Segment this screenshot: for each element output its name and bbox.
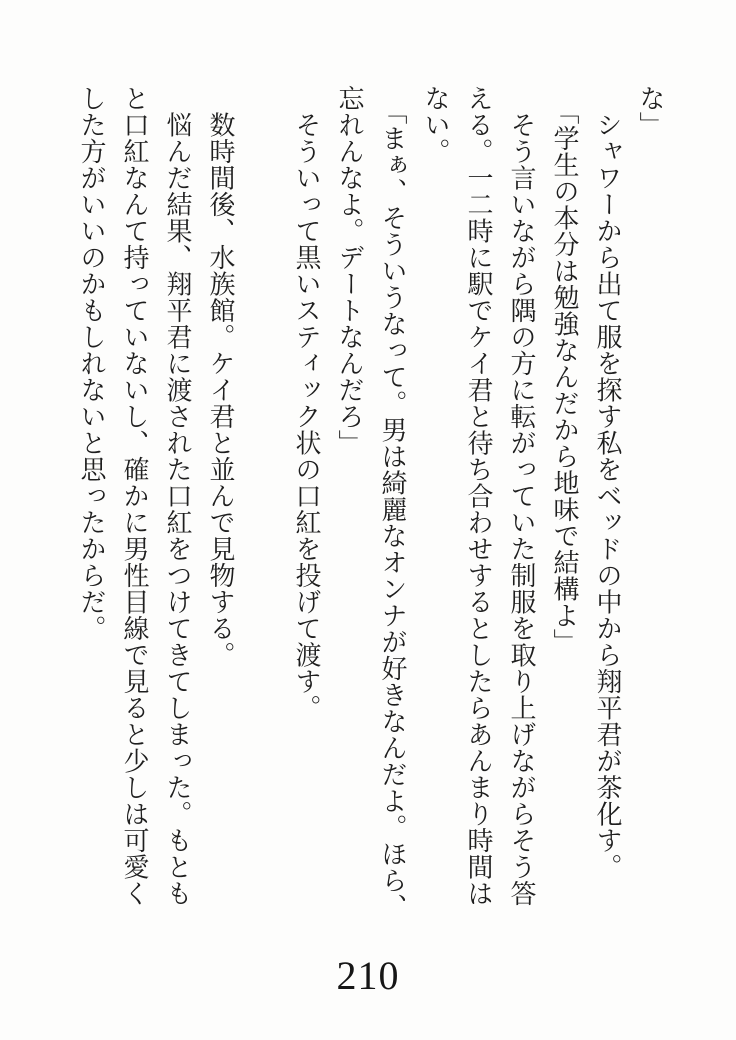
page-number: 210	[336, 953, 400, 998]
text-line: した方がいいのかもしれないと思ったからだ。	[77, 85, 106, 642]
text-line: 忘れんなよ。デートなんだろ」	[335, 85, 364, 456]
text-line: な」	[636, 85, 665, 138]
page-text	[70, 85, 672, 927]
text-line: 「まぁ、そういうなって。男は綺麗なオンナが好きなんだよ。ほら、	[378, 85, 407, 920]
text-line: 悩んだ結果、翔平君に渡された口紅をつけてきてしまった。もとも	[163, 85, 192, 907]
text-line: と口紅なんて持っていないし、確かに男性目線で見ると少しは可愛く	[120, 85, 149, 907]
text-line: える。一二時に駅でケイ君と待ち合わせするとしたらあんまり時間は	[464, 85, 493, 907]
text-line: 「学生の本分は勉強なんだから地味で結構よ」	[550, 85, 579, 655]
text-line: シャワーから出て服を探す私をベッドの中から翔平君が茶化す。	[593, 85, 622, 880]
text-line: そう言いながら隅の方に転がっていた制服を取り上げながらそう答	[507, 85, 536, 907]
text-line: ない。	[421, 85, 450, 165]
text-line-blank	[242, 85, 285, 927]
text-line: そういって黒いスティック状の口紅を投げて渡す。	[292, 85, 321, 721]
text-line: 数時間後、水族館。ケイ君と並んで見物する。	[206, 85, 235, 668]
